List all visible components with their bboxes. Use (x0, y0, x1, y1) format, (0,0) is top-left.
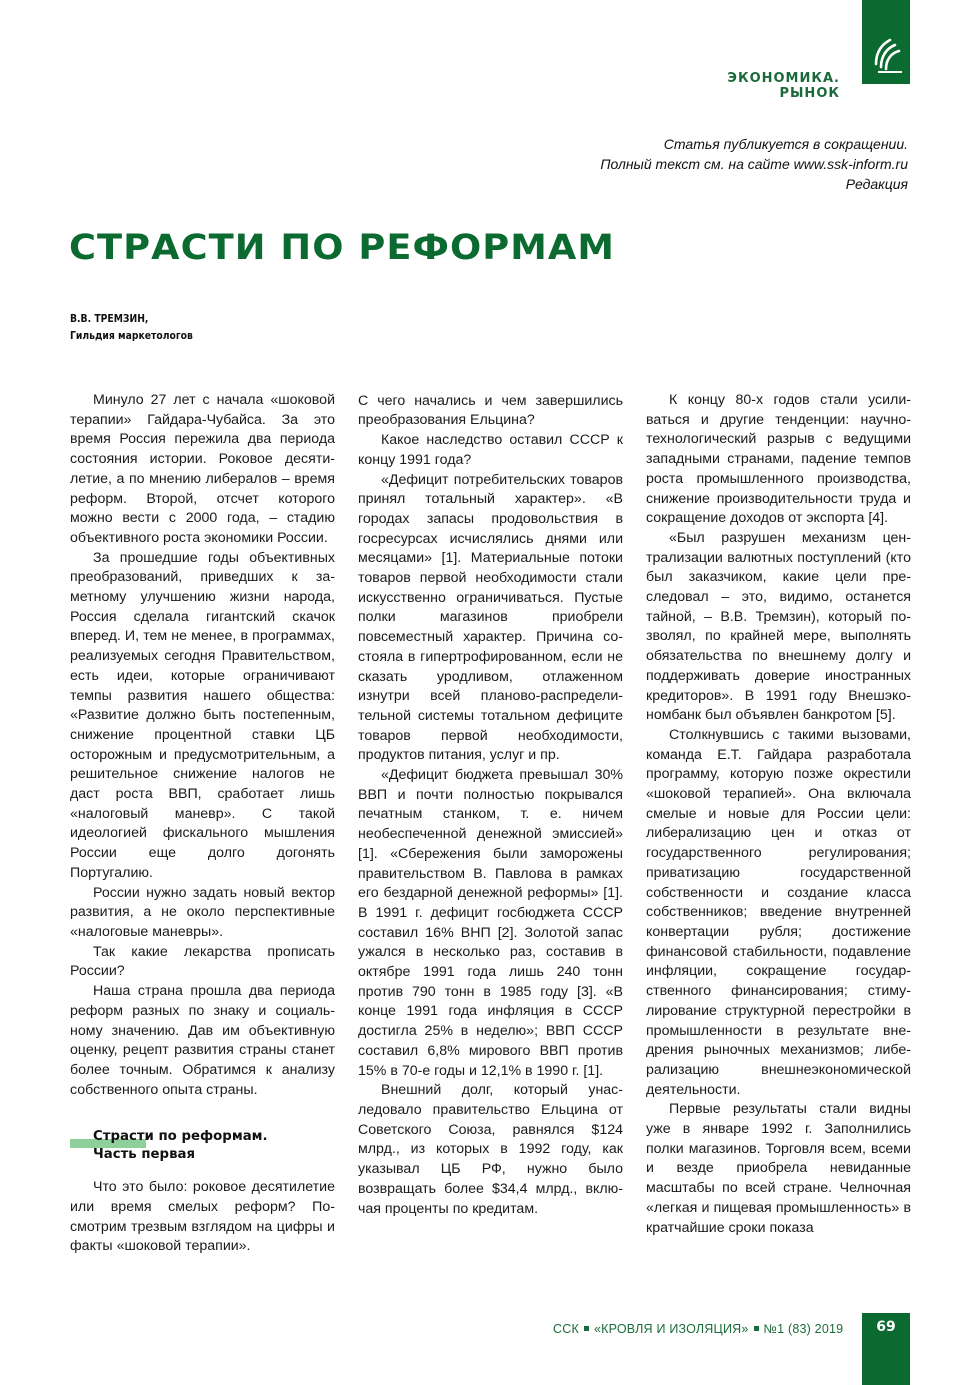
editor-note-link-line: Полный текст см. на сайте www.ssk-inform.ru (600, 156, 908, 172)
footer-magazine: «КРОВЛЯ И ИЗОЛЯЦИЯ» (593, 1322, 749, 1336)
editor-note-line: Статья публикуется в сокращении. (663, 136, 908, 152)
paragraph: К концу 80-х годов стали усиливаться и другие тенденции: научно-технологический разрыв с ведущими западными странами, падение темпов роста промышленного производства, снижение производительности труда и сокращение доходов от экспорта [4]. (646, 392, 911, 527)
section-subheading (70, 1128, 335, 1164)
page-number-tab (862, 1313, 910, 1385)
author-name: В.В. ТРЕМЗИН, (70, 313, 149, 325)
article-column-3 (646, 391, 911, 1238)
page-number: 69 (876, 1319, 896, 1335)
paragraph: «Дефицит бюджета превышал 30% ВВП и почти полностью покрывался печатным станком, т. е. ничем необеспеченной денежной эмиссией» [1]. «Сбережения были заморожены правительством В. Павлова в рамках его бездарной денежной реформы» [1]. В 1991 г. дефицит госбюджета СССР составил 16% ВНП [2]. Золотой запас ужался в несколько раз, составив в октябре 1991 года лишь 240 тонн против 790 тонн в 1985 году [3]. «В конце 1991 года инфляция в СССР достигла 25% в неделю»; ВВП СССР составил 6,8% мирового ВВП против 15% в 70-е годы и 12,1% в 1990 г. [1]. (358, 767, 623, 1079)
footer-publication (553, 1322, 843, 1336)
paragraph: Что это было: роковое десятилетие или время смелых реформ? Посмотрим трезвым взглядом на цифры и факты «шоковой терапии». (70, 1179, 335, 1255)
article-title: СТРАСТИ ПО РЕФОРМАМ (69, 228, 615, 268)
square-bullet-icon (584, 1326, 589, 1331)
paragraph: России нужно задать новый вектор развития, а не около перспективные «налоговые маневры». (70, 884, 335, 940)
paragraph: Так какие лекарства прописать России? (70, 943, 335, 980)
paragraph: Какое наследство оставил СССР к концу 1991 года? (358, 432, 623, 468)
leaf-lines-logo-icon (870, 34, 904, 76)
author-organization: Гильдия маркетологов (70, 330, 193, 342)
paragraph: С чего начались и чем завершились преобразования Ельцина? (358, 392, 623, 429)
subheading-line-1: Страсти по реформам. (93, 1129, 268, 1145)
paragraph: Минуло 27 лет с начала «шоковой терапии» Гайдара-Чубайса. За это время Россия пережила два периода состояния истории. Роковое десятилетие, а по мнению либералов – время реформ. Второй, отсчет которого можно вести с 2000 года, – стадию объективного роста экономики России. (70, 392, 335, 546)
editor-note-signature: Редакция (845, 176, 908, 192)
article-column-2 (358, 372, 623, 1219)
paragraph: «Был разрушен механизм централизации валютных поступлений (кто был заказчиком, какие цели преследовал – это, видимо, останется тайной, – В.В. Тремзин), который позволял, по крайней мере, выполнять обязательства по внешнему долгу и поддерживать доверие иностранных кредиторов». В 1991 году Внешэкономбанк был объявлен банкротом [5]. (646, 529, 911, 724)
section-label: ЭКОНОМИКА. РЫНОК (727, 71, 840, 101)
footer-issue: №1 (83) 2019 (763, 1322, 844, 1336)
paragraph: «Дефицит потребительских товаров принял тотальный характер». «В городах запасы продовольствия в госресурсах исчислялись днями или месяцами» [1]. Материальные потоки товаров первой необходимости стали искусственно ограничиваться. Пустые полки магазинов приобрели повсеместный характер. Причина состояла в гипертрофированном, если не сказать уродливом, отлаженном изнутри всей планово-распределительной системы тотальном дефиците товаров первой необходимости, продуктов питания, услуг и пр. (358, 471, 623, 764)
author-block (70, 311, 193, 345)
article-column-1 (70, 391, 335, 1257)
subheading-line-2: Часть первая (93, 1147, 195, 1163)
paragraph: Внешний долг, который унаследовало правительство Ельцина от Советского Союза, равнялся $124 млрд., из которых в 1992 году, как указывал ЦБ РФ, нужно было возвращать более $34,4 млрд., включая проценты по кредитам. (358, 1082, 623, 1217)
section-tab (862, 0, 910, 84)
paragraph: Столкнувшись с такими вызовами, команда Е.Т. Гайдара разработала программу, которую позже окрестили «шоковой терапией». Она включала смелые и новые для России цели: либерализацию цен и отказ от государственного регулирования; приватизацию государственной собственности и создание класса собственников; введение внутренней конвертации рубля; достижение финансовой стабильности, подавление инфляции, сокращение государственного финансирования; стимулирование структурной перестройки в промышленности в результате внедрения рыночных механизмов; либерализацию внешнеэкономической деятельности. (646, 726, 911, 1098)
square-bullet-icon (754, 1326, 759, 1331)
paragraph: За прошедшие годы объективных преобразований, приведших к заметному улучшению жизни народа, Россия сделала гигантский скачок вперед. И, тем не менее, в программах, реализуемых сегодня Правительством, есть идеи, которые ограничивают темпы развития нашего общества: «Развитие должно быть постепенным, снижение процентной ставки ЦБ осторожным и предусмотрительным, а решительное снижение налогов не даст роста ВВП, сработает лишь «налоговый маневр». С такой идеологией фискального мышления России еще долго догонять Португалию. (70, 549, 335, 881)
editor-note (600, 134, 908, 194)
paragraph: Первые результаты стали видны уже в январе 1992 г. Заполнились полки магазинов. Торговля всем, всеми и везде приобрела невиданные масштабы по всей стране. Челночная «легкая и пищевая промышленность» в кратчайшие сроки показа (646, 1101, 911, 1236)
footer-publisher: ССК (553, 1322, 579, 1336)
paragraph: Наша страна прошла два периода реформ разных по знаку и социальному значению. Дав им объективную оценку, рецепт развития страны станет более точным. Обратимся к анализу собственного опыта страны. (70, 983, 335, 1098)
